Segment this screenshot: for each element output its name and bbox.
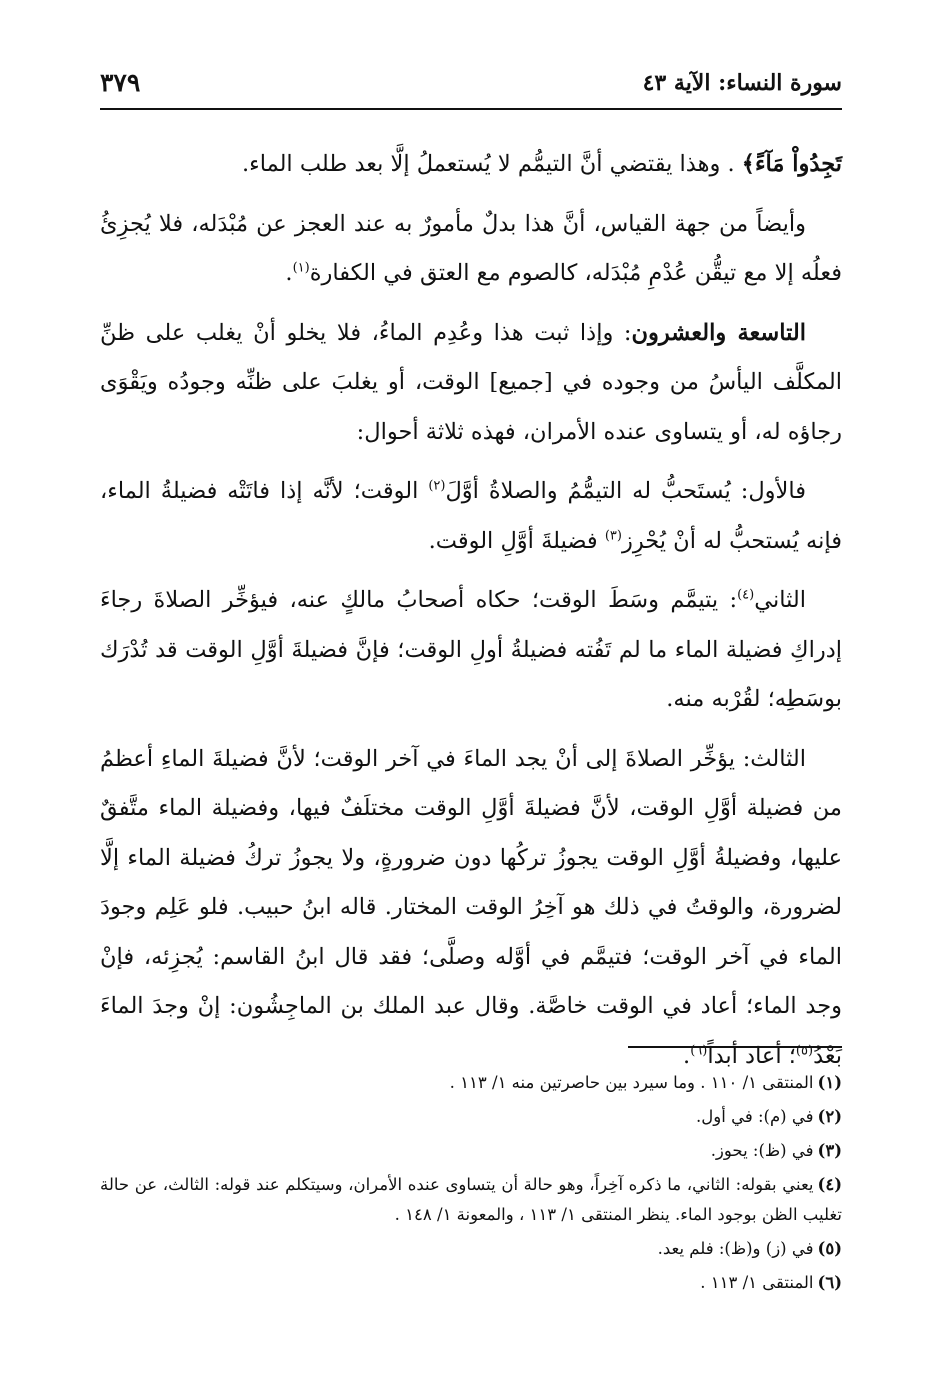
footnote-ref-1: (١) — [292, 260, 310, 276]
footnote-item — [100, 1068, 842, 1098]
paragraph-5 — [100, 576, 842, 725]
paragraph-text: الثاني — [754, 587, 806, 613]
footnote-text: في (م): في أول. — [696, 1107, 814, 1126]
footnote-ref-2: (٢) — [428, 478, 446, 494]
paragraph-text: : يتيمَّم وسَطَ الوقت؛ حكاه أصحابُ مالكٍ عنه، فيؤخِّر الصلاةَ رجاءَ إدراكِ فضيلة الماء ما لم تَفُته فضيلةُ أولِ الوقت؛ فإنَّ فضيلةَ أوَّلِ الوقت قد تُدْرَك بوسَطِه؛ لقُرْبه منه. — [100, 587, 842, 712]
paragraph-text: ؛ أعاد أبداً — [707, 1042, 796, 1069]
footnote-text: يعني بقوله: الثاني، ما ذكره آخِراً، وهو حالة أن يتساوى عنده الأمران، وسيتكلم عند قوله: الثالث، عن حالة تغليب الظن بوجود الماء. ينظر المنتقى ١/ ١١٣ ، والمعونة ١/ ١٤٨ . — [100, 1175, 842, 1224]
paragraph-6 — [100, 735, 842, 1082]
paragraph-text: الثالث: يؤخِّر الصلاةَ إلى أنْ يجد الماءَ في آخر الوقت؛ لأنَّ فضيلةَ الماءِ أعظمُ من فضيلة أوَّلِ الوقت، لأنَّ فضيلةَ أوَّلِ الوقت مختلَفٌ فيها، وفضيلة الماء متَّفقٌ عليها، وفضيلةُ أوَّلِ الوقت يجوزُ تركُها دون ضرورةٍ، ولا يجوزُ تركُ فضيلة الماء إلَّا لضرورة، والوقتُ في ذلك هو آخِرُ الوقت المختار. قاله ابنُ حبيب. فلو عَلِم وجودَ الماء في آخر الوقت؛ فتيمَّم في أوَّله وصلَّى؛ فقد قال ابنُ القاسم: يُجزِئه، فإنْ وجد الماء؛ أعاد في الوقت خاصَّة. وقال عبد الملك بن الماجِشُون: إنْ وجدَ الماءَ بَعْدُ — [100, 745, 842, 1069]
footnote-text: المنتقى ١/ ١١٣ . — [700, 1273, 814, 1292]
footnote-number: (٣) — [817, 1141, 842, 1160]
footnote-number: (١) — [817, 1073, 842, 1092]
footnote-text: المنتقى ١/ ١١٠ . وما سيرد بين حاصرتين منه ١/ ١١٣ . — [449, 1073, 814, 1092]
running-title: سورة النساء: الآية ٤٣ — [642, 70, 842, 96]
paragraph-4 — [100, 467, 842, 566]
paragraph-text: . وهذا يقتضي أنَّ التيمُّم لا يُستعملُ إلَّا بعد طلب الماء. — [241, 151, 735, 177]
footnotes — [100, 1068, 842, 1302]
section-lead: التاسعة والعشرون — [631, 319, 806, 346]
quran-verse: تَجِدُواْ مَآءً﴾ — [741, 151, 842, 177]
page-number: ٣٧٩ — [100, 68, 141, 97]
footnote-item — [100, 1136, 842, 1166]
footnote-text: في (ظ): يحوز. — [710, 1141, 814, 1160]
footnote-ref-5: (٥) — [795, 1043, 814, 1058]
footnote-item — [100, 1268, 842, 1298]
footnote-ref-6: (٦) — [690, 1043, 708, 1058]
footnote-item — [100, 1170, 842, 1230]
paragraph-text: فضيلةَ أوَّلِ الوقت. — [428, 527, 598, 554]
paragraph-text: . — [683, 1042, 691, 1069]
footnote-divider — [628, 1046, 842, 1048]
paragraph-text: الوقت؛ لأنَّه إذا فاتَتْه فضيلةُ الماء، فإنه يُستحبُّ له أنْ يُحْرِز — [100, 478, 842, 554]
footnote-item — [100, 1102, 842, 1132]
footnote-item — [100, 1234, 842, 1264]
paragraph-text: فالأول: يُستَحبُّ له التيمُّمُ والصلاةُ أوَّلَ — [445, 478, 806, 504]
paragraph-3 — [100, 309, 842, 458]
paragraph-1 — [100, 140, 842, 190]
footnote-number: (٥) — [817, 1239, 842, 1258]
footnote-ref-4: (٤) — [737, 587, 755, 603]
paragraph-text: . — [285, 260, 293, 286]
footnote-number: (٤) — [817, 1175, 842, 1194]
footnote-ref-3: (٣) — [604, 528, 622, 543]
footnote-number: (٢) — [817, 1107, 842, 1126]
footnote-number: (٦) — [817, 1273, 842, 1292]
main-text — [100, 140, 842, 1091]
paragraph-2 — [100, 200, 842, 299]
paragraph-text: : وإذا ثبت هذا وعُدِم الماءُ، فلا يخلو أنْ يغلب على ظنِّ المكلَّف اليأسُ من وجوده في [جميع] الوقت، أو يغلبَ على ظنِّه وجودُه ويَقْوَى رجاؤه له، أو يتساوى عنده الأمران، فهذه ثلاثة أحوال: — [100, 319, 842, 445]
paragraph-text: وأيضاً من جهة القياس، أنَّ هذا بدلٌ مأمورٌ به عند العجز عن مُبْدَله، فلا يُجزِئُ فعلُه إلا مع تيقُّن عُدْمِ مُبْدَله، كالصوم مع العتق في الكفارة — [100, 210, 842, 286]
footnote-text: في (ز) و(ظ): فلم يعد. — [657, 1239, 814, 1258]
page-header — [100, 64, 842, 110]
